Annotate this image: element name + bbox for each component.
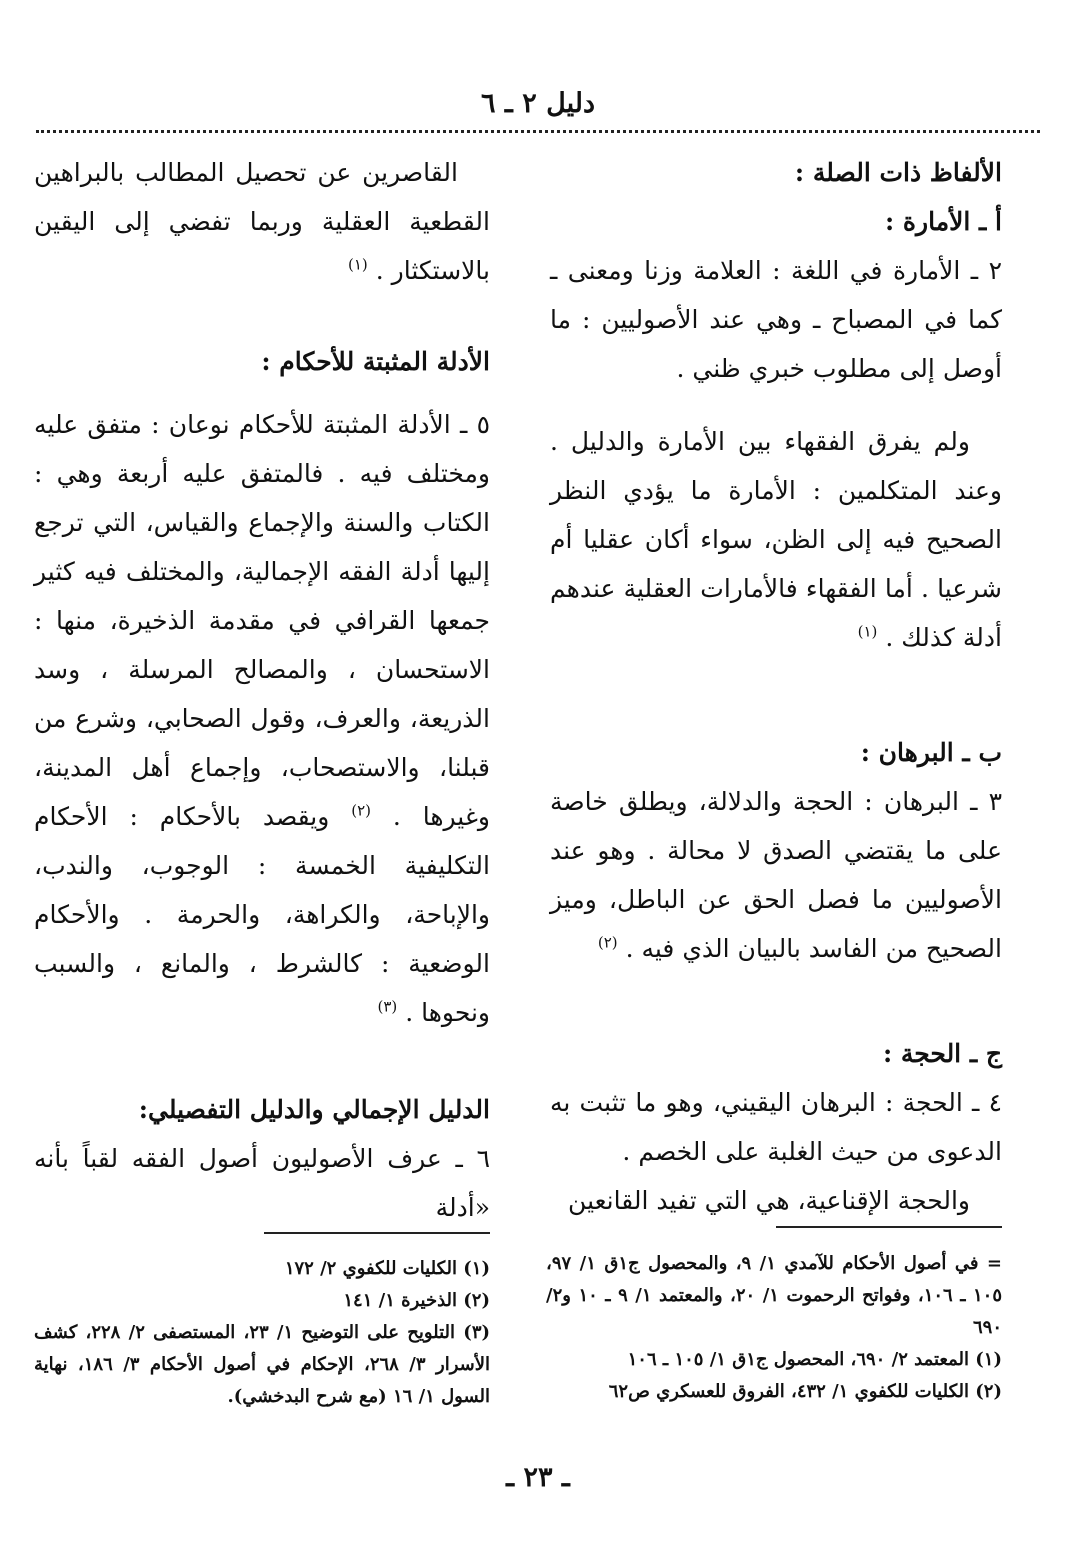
proving-evidence-heading: الأدلة المثبتة للأحكام : xyxy=(261,347,490,376)
amara-paragraph-2: ولم يفرق الفقهاء بين الأمارة والدليل . وعند المتكلمين : الأمارة ما يؤدي النظر الصحيح فيه إلى الظن، سواء أكان عقليا أم شرعيا . أما الفقهاء فالأمارات العقلية عندهم أدلة كذلك . $^{(١)}$ xyxy=(550,427,1002,652)
continuation-paragraph: القاصرين عن تحصيل المطالب بالبراهين القطعية العقلية وربما تفضي إلى اليقين بالاستكثار . $^{(١)}$ xyxy=(34,158,490,285)
related-terms-heading: الألفاظ ذات الصلة : xyxy=(794,158,1002,187)
running-header: دليل ٢ ـ ٦ xyxy=(481,88,595,119)
proving-evidence-paragraph: ٥ ـ الأدلة المثبتة للأحكام نوعان : متفق عليه ومختلف فيه . فالمتفق عليه أربعة وهي : الكتاب والسنة والإجماع والقياس، التي ترجع إليها أدلة الفقه الإجمالية، والمختلف فيه كثير جمعها القرافي في مقدمة الذخيرة، منها : الاستحسان ، والمصالح المرسلة ، وسد الذريعة، والعرف، وقول الصحابي، وشرع من قبلنا، والاستصحاب، وإجماع أهل المدينة، وغيرها . $^{(٢)}$ ويقصد بالأحكام : الأحكام التكليفية الخمسة : الوجوب، والندب، والإباحة، والكراهة، والحرمة . والأحكام الوضعية : كالشرط ، والمانع ، والسبب ونحوها . $^{(٣)}$ xyxy=(34,410,490,1027)
footnote-ref: (٢) xyxy=(351,801,371,820)
footnote-1-left: (١) الكليات للكفوي ٢/ ١٧٢ xyxy=(284,1258,490,1279)
header-dotted-divider xyxy=(36,130,1040,133)
general-evidence-paragraph: ٦ ـ عرف الأصوليون أصول الفقه لقباً بأنه «أدلة xyxy=(34,1144,490,1222)
page-number: ـ ٢٣ ـ xyxy=(506,1462,570,1493)
right-column xyxy=(550,148,1002,1225)
footnote-3-left: (٣) التلويح على التوضيح ١/ ٢٣، المستصفى ٢/ ٢٢٨، كشف الأسرار ٣/ ٢٦٨، الإحكام في أصول الأحكام ٣/ ١٨٦، نهاية السول ١/ ١٦ (مع شرح البدخشي). xyxy=(34,1322,491,1407)
footnotes-left xyxy=(34,1253,490,1413)
footnote-ref: (١) xyxy=(857,622,878,641)
amara-paragraph-1: ٢ ـ الأمارة في اللغة : العلامة وزنا ومعنى ـ كما في المصباح ـ وهي عند الأصوليين : ما أوصل إلى مطلوب خبري ظني . xyxy=(550,256,1002,383)
footnote-continuation: = في أصول الأحكام للآمدي ١/ ٩، والمحصول ج١ق ١/ ٩٧، ١٠٥ ـ ١٠٦، وفواتح الرحموت ١/ ٢٠، والمعتمد ١/ ٩ ـ ١٠ و٢/ ٦٩٠ xyxy=(546,1253,1003,1338)
burhan-paragraph: ٣ ـ البرهان : الحجة والدلالة، ويطلق خاصة على ما يقتضي الصدق لا محالة . وهو عند الأصوليين ما فصل الحق عن الباطل، وميز الصحيح من الفاسد بالبيان الذي فيه . $^{(٢)}$ xyxy=(550,787,1002,963)
hujja-heading: ج ـ الحجة : xyxy=(882,1039,1002,1068)
burhan-heading: ب ـ البرهان : xyxy=(860,738,1002,767)
footnote-ref: (١) xyxy=(348,255,368,274)
left-column xyxy=(34,148,490,1232)
footnote-ref: (٢) xyxy=(597,933,618,952)
footnote-ref: (٣) xyxy=(377,997,398,1016)
footnote-2-left: (٢) الذخيرة ١/ ١٤١ xyxy=(343,1290,490,1311)
footnote-1-right: (١) المعتمد ٢/ ٦٩٠، المحصول ج١ق ١/ ١٠٥ ـ ١٠٦ xyxy=(627,1349,1002,1370)
hujja-paragraph-1: ٤ ـ الحجة : البرهان اليقيني، وهو ما تثبت به الدعوى من حيث الغلبة على الخصم . xyxy=(550,1088,1002,1166)
general-evidence-heading: الدليل الإجمالي والدليل التفصيلي: xyxy=(138,1095,490,1124)
hujja-paragraph-2: والحجة الإقناعية، هي التي تفيد القانعين xyxy=(568,1186,970,1215)
amara-heading: أ ـ الأمارة : xyxy=(885,207,1002,236)
footnotes-right xyxy=(546,1248,1002,1408)
footnote-divider-left xyxy=(264,1232,490,1234)
footnote-divider-right xyxy=(776,1226,1002,1228)
footnote-2-right: (٢) الكليات للكفوي ١/ ٤٣٢، الفروق للعسكري ص٦٢ xyxy=(608,1381,1002,1402)
